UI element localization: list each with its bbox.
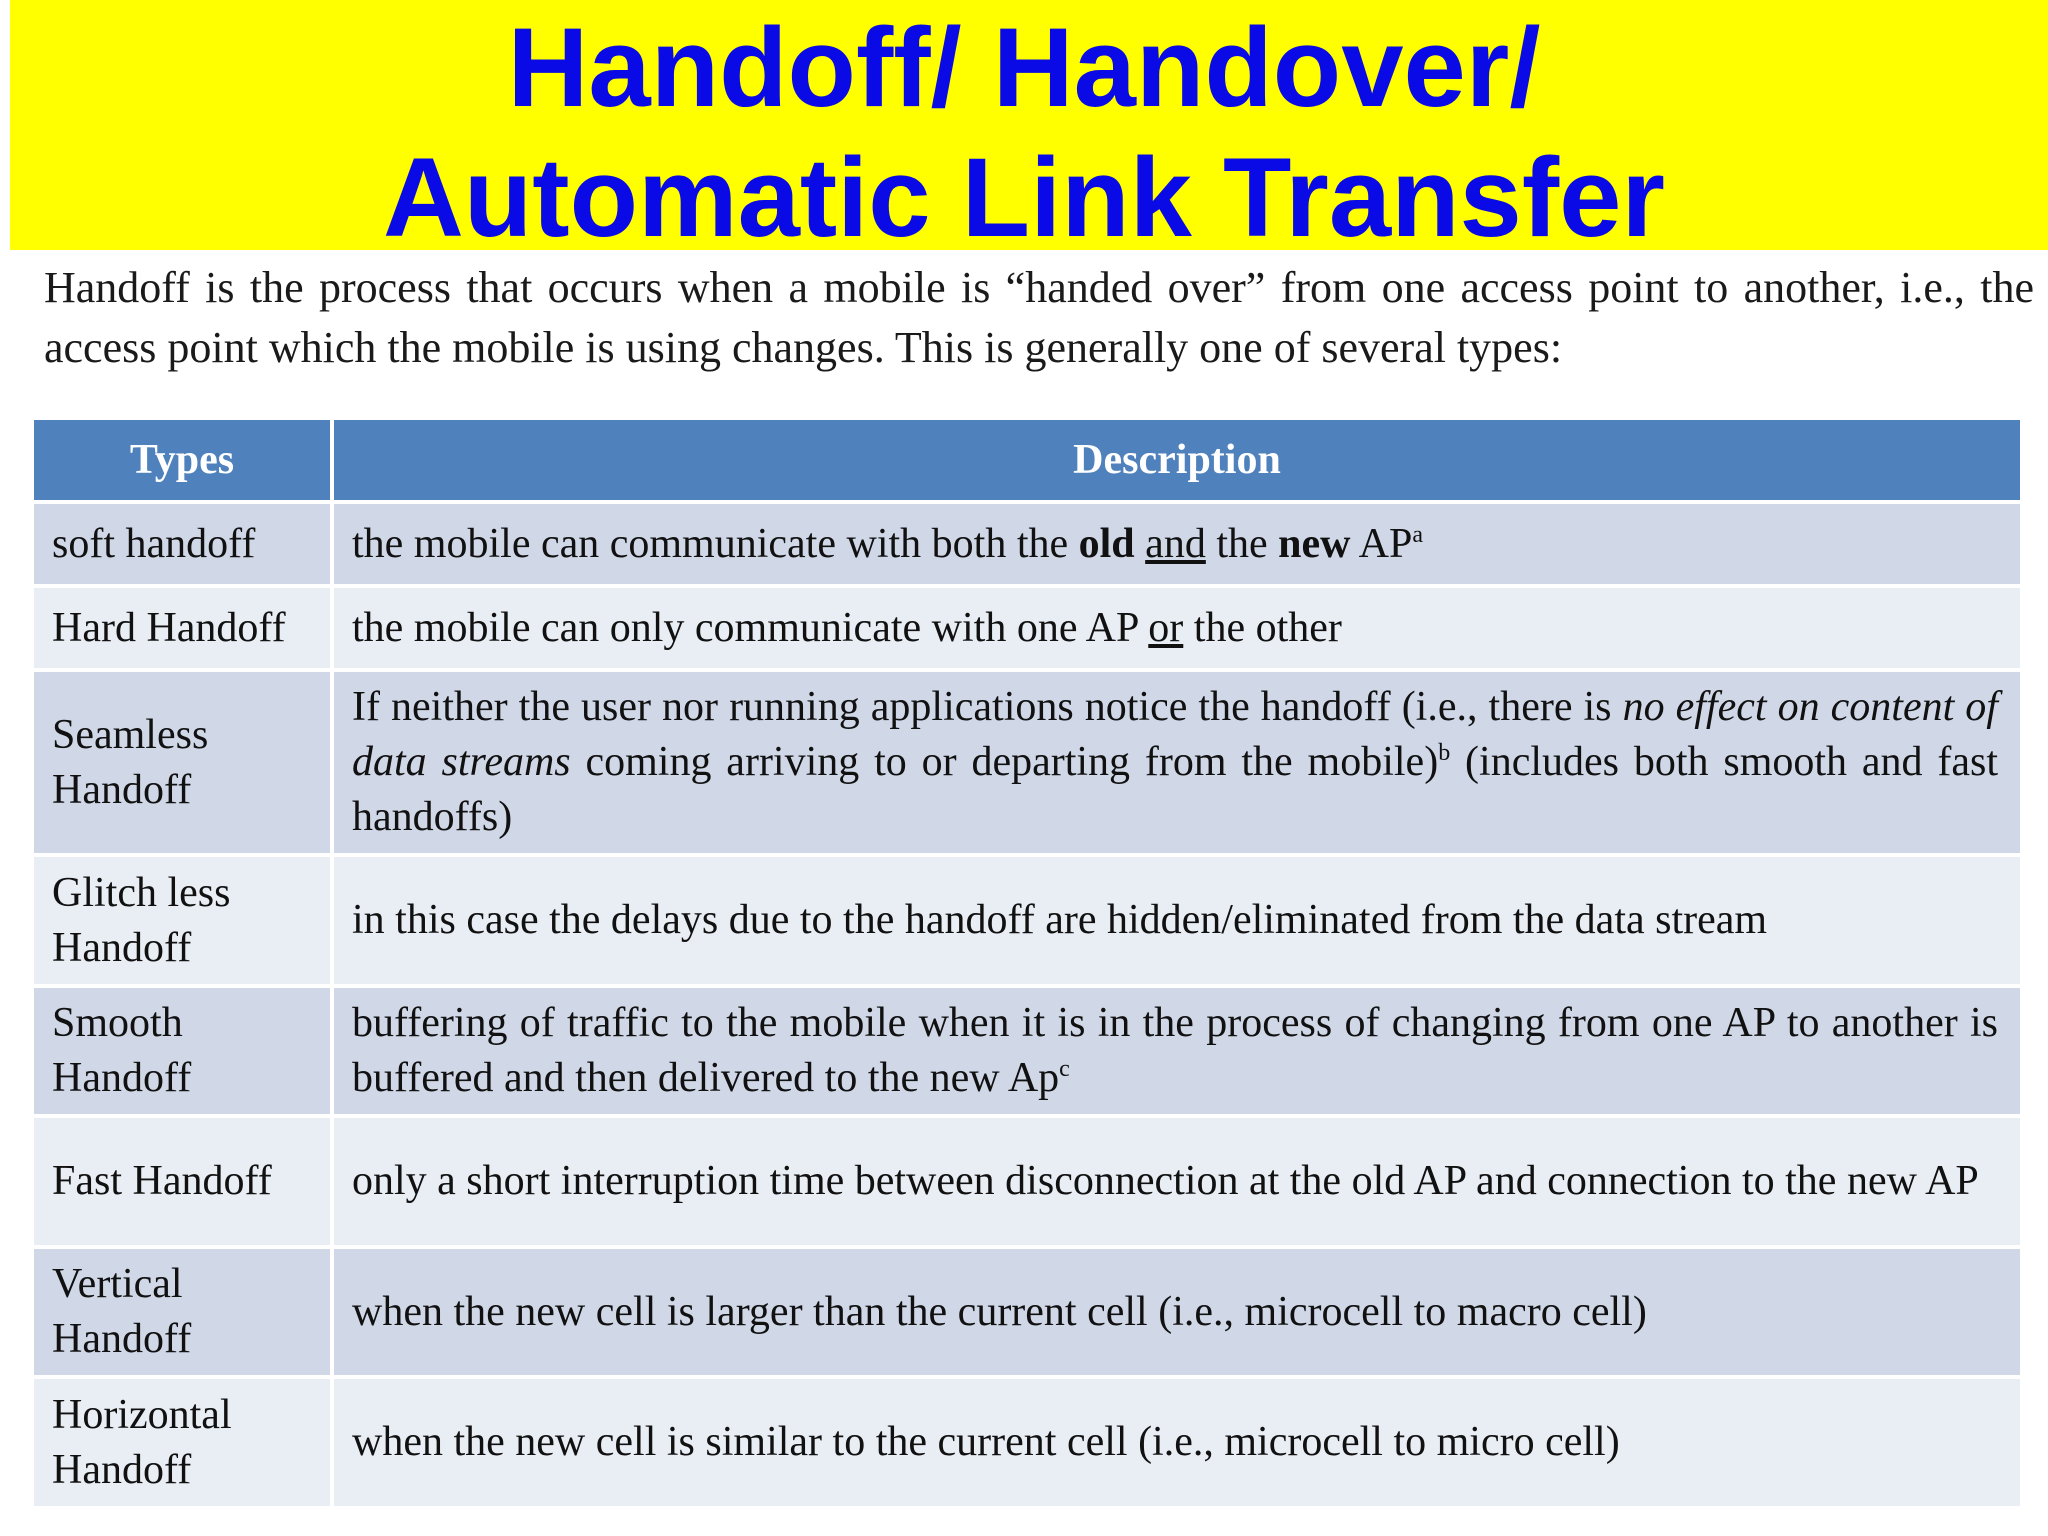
description-cell bbox=[332, 502, 2022, 586]
description-cell bbox=[332, 986, 2022, 1116]
type-cell: Seamless Handoff bbox=[32, 670, 332, 855]
table-row bbox=[32, 1247, 2022, 1377]
table-row bbox=[32, 1116, 2022, 1247]
table-row bbox=[32, 670, 2022, 855]
type-cell: Smooth Handoff bbox=[32, 986, 332, 1116]
description-cell bbox=[332, 1377, 2022, 1508]
desc-bold-new: new bbox=[1278, 520, 1351, 567]
desc-text: If neither the user nor running applications notice the handoff (i.e., there is bbox=[352, 684, 1623, 730]
desc-underline-or: or bbox=[1148, 604, 1184, 651]
desc-text: the mobile can communicate with both the bbox=[352, 520, 1079, 567]
type-cell: Fast Handoff bbox=[32, 1116, 332, 1247]
desc-bold-old: old bbox=[1078, 520, 1135, 567]
desc-text bbox=[1135, 521, 1146, 567]
type-cell: soft handoff bbox=[32, 502, 332, 586]
desc-text: buffering of traffic to the mobile when it is in the process of changing from one AP to another is buffered and then delivered to the new Ap bbox=[352, 1000, 1998, 1101]
header-types: Types bbox=[32, 420, 332, 502]
intro-paragraph: Handoff is the process that occurs when a mobile is “handed over” from one access point to another, i.e., the access point which the mobile is using changes. This is generally one of several types: bbox=[44, 263, 2034, 372]
description-cell bbox=[332, 1247, 2022, 1377]
type-cell: Horizontal Handoff bbox=[32, 1377, 332, 1508]
footnote-marker: b bbox=[1438, 740, 1451, 766]
desc-text: the mobile can only communicate with one AP bbox=[352, 604, 1149, 651]
desc-text: the bbox=[1205, 520, 1279, 567]
table-row bbox=[32, 502, 2022, 586]
type-cell: Vertical Handoff bbox=[32, 1247, 332, 1377]
header-description: Description bbox=[332, 420, 2022, 502]
desc-text: AP bbox=[1350, 520, 1413, 567]
description-cell bbox=[332, 670, 2022, 855]
desc-text: coming arriving to or departing from the mobile) bbox=[570, 739, 1439, 785]
table-row bbox=[32, 986, 2022, 1116]
desc-text: only a short interruption time between disconnection at the old AP and connection to the new AP bbox=[352, 1158, 1979, 1204]
desc-italic: no effect on content of data streams bbox=[352, 684, 1998, 785]
desc-text: when the new cell is larger than the current cell (i.e., microcell to macro cell) bbox=[352, 1288, 1647, 1335]
slide-title-line-1: Handoff/ Handover/ bbox=[507, 5, 1541, 130]
slide-title-line-2: Automatic Link Transfer bbox=[382, 135, 1666, 260]
footnote-marker: c bbox=[1059, 1056, 1070, 1082]
desc-text: in this case the delays due to the handoff are hidden/eliminated from the data stream bbox=[352, 897, 1768, 943]
table-row bbox=[32, 1377, 2022, 1508]
description-cell bbox=[332, 586, 2022, 670]
desc-text: (includes both smooth and fast handoffs) bbox=[352, 739, 1998, 840]
desc-text: the other bbox=[1183, 604, 1342, 651]
type-cell: Glitch less Handoff bbox=[32, 855, 332, 986]
footnote-marker: a bbox=[1412, 521, 1424, 548]
description-cell bbox=[332, 855, 2022, 986]
desc-text: when the new cell is similar to the current cell (i.e., microcell to micro cell) bbox=[352, 1419, 1620, 1465]
desc-underline-and: and bbox=[1145, 520, 1206, 567]
type-cell: Hard Handoff bbox=[32, 586, 332, 670]
table-row bbox=[32, 855, 2022, 986]
table-row bbox=[32, 586, 2022, 670]
table-header-row bbox=[32, 420, 2022, 502]
description-cell bbox=[332, 1116, 2022, 1247]
handoff-types-table bbox=[30, 420, 2024, 1510]
